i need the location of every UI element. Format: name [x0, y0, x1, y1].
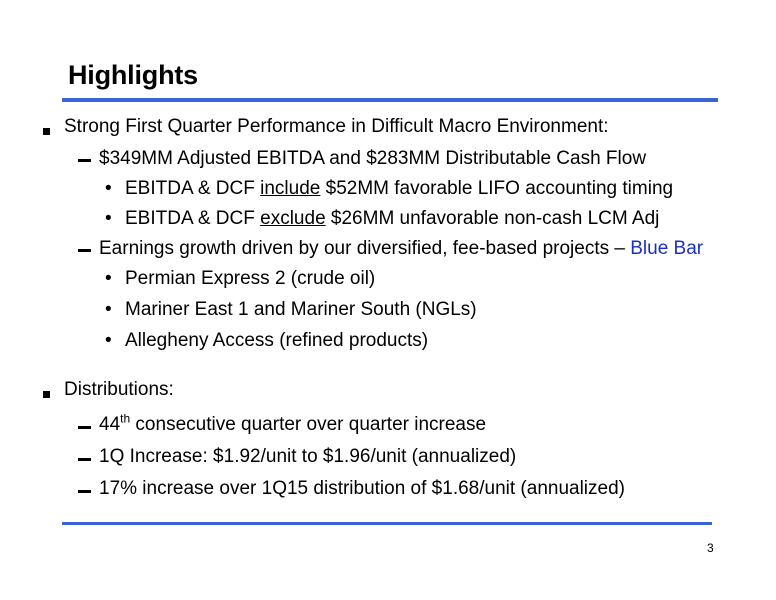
- square-bullet-icon: [43, 128, 50, 135]
- square-bullet-icon: [43, 391, 50, 398]
- sub-item-earnings-growth: [99, 238, 703, 260]
- dot-bullet-icon: •: [105, 299, 112, 320]
- dash-bullet-icon: [78, 490, 91, 493]
- exclude-underlined: exclude: [260, 208, 326, 229]
- page-number: 3: [707, 541, 714, 555]
- dot-bullet-icon: •: [105, 268, 112, 289]
- bullet-lifo: [125, 178, 673, 200]
- dot-bullet-icon: •: [105, 330, 112, 351]
- dash-bullet-icon: [78, 249, 91, 252]
- dot-bullet-icon: •: [105, 178, 112, 199]
- bullet-lcm-pre: EBITDA & DCF: [125, 208, 261, 229]
- dash-bullet-icon: [78, 159, 91, 162]
- section-heading-performance: Strong First Quarter Performance in Difficult Macro Environment:: [64, 116, 609, 137]
- sub-item-ebitda-dcf: $349MM Adjusted EBITDA and $283MM Distributable Cash Flow: [99, 148, 647, 169]
- earnings-growth-text: Earnings growth driven by our diversified, fee-based projects –: [99, 238, 631, 259]
- bullet-lifo-pre: EBITDA & DCF: [125, 178, 261, 199]
- page-title: Highlights: [68, 60, 198, 90]
- bullet-mariner: Mariner East 1 and Mariner South (NGLs): [125, 299, 477, 320]
- sub-item-1q-increase: 1Q Increase: $1.92/unit to $1.96/unit (annualized): [99, 446, 517, 467]
- title-divider: [62, 98, 718, 102]
- consecutive-text: consecutive quarter over quarter increase: [130, 414, 487, 435]
- bullet-lcm: [125, 208, 659, 230]
- section-heading-distributions: Distributions:: [64, 379, 174, 400]
- sub-item-consecutive-increase: [99, 411, 487, 436]
- dash-bullet-icon: [78, 458, 91, 461]
- dash-bullet-icon: [78, 426, 91, 429]
- bullet-permian: Permian Express 2 (crude oil): [125, 268, 376, 289]
- bullet-lcm-post: $26MM unfavorable non-cash LCM Adj: [325, 208, 660, 229]
- bullet-lifo-post: $52MM favorable LIFO accounting timing: [320, 178, 674, 199]
- include-underlined: include: [260, 178, 321, 199]
- quarter-count: 44: [99, 414, 121, 435]
- ordinal-suffix: th: [120, 411, 131, 426]
- blue-bar-label: Blue Bar: [630, 238, 704, 259]
- sub-item-17pct-increase: 17% increase over 1Q15 distribution of $1.68/unit (annualized): [99, 478, 625, 499]
- footer-divider: [62, 522, 712, 525]
- bullet-allegheny: Allegheny Access (refined products): [125, 330, 429, 351]
- dot-bullet-icon: •: [105, 208, 112, 229]
